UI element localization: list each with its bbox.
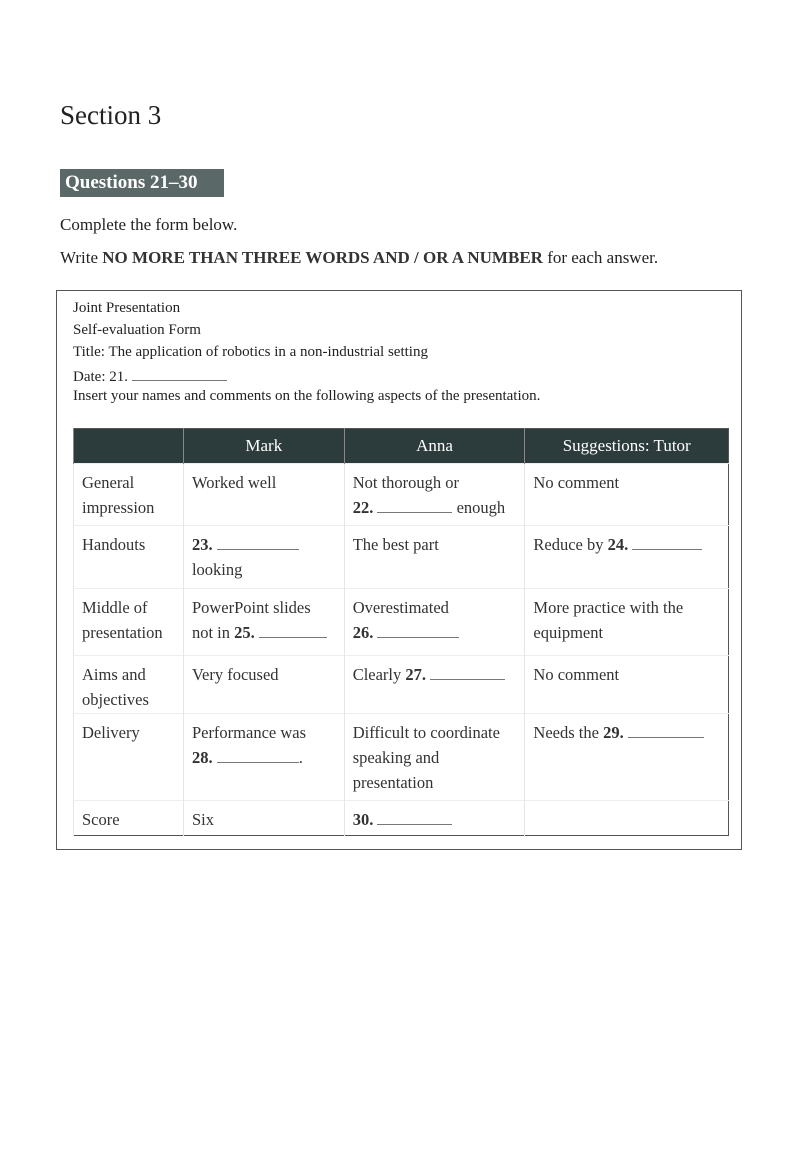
- section-title: Section 3: [60, 100, 162, 130]
- anna-cell: Difficult to coordinate speaking and presentation: [344, 714, 525, 801]
- cell-text: Clearly: [352, 665, 402, 684]
- cell-text: .: [298, 748, 303, 767]
- anna-cell: [344, 801, 525, 836]
- answer-blank-26[interactable]: [377, 623, 459, 638]
- cell-text: Needs the: [533, 723, 599, 742]
- cell-text: Overestimated: [352, 598, 449, 617]
- table-row: [74, 656, 729, 714]
- tutor-cell: [525, 526, 729, 589]
- form-date: [73, 366, 227, 386]
- table-row: [74, 526, 729, 589]
- table-row: [74, 801, 729, 836]
- answer-blank-23[interactable]: [217, 535, 299, 550]
- header-anna: Anna: [344, 429, 525, 464]
- form-instruction: Insert your names and comments on the following aspects of the presentation.: [73, 388, 541, 404]
- instruction-text: Write: [60, 248, 103, 267]
- instruction-text: for each answer.: [542, 248, 659, 267]
- answer-blank-29[interactable]: [628, 723, 704, 738]
- header-mark: Mark: [183, 429, 344, 464]
- question-number: 23.: [191, 535, 213, 554]
- instruction-bold: NO MORE THAN THREE WORDS AND / OR A NUMBER: [102, 248, 543, 267]
- evaluation-table: [73, 428, 729, 836]
- question-number: 27.: [405, 665, 427, 684]
- tutor-cell: [525, 801, 729, 836]
- mark-cell: [183, 714, 344, 801]
- table-row: [74, 714, 729, 801]
- mark-cell: Worked well: [183, 464, 344, 526]
- answer-blank-30[interactable]: [377, 810, 452, 825]
- form-heading: Joint Presentation: [73, 300, 181, 316]
- anna-cell: [344, 589, 525, 656]
- aspect-cell: Score: [74, 801, 184, 836]
- table-row: [74, 589, 729, 656]
- date-label: Date: 21.: [73, 369, 128, 385]
- cell-text: Performance was: [191, 723, 307, 742]
- header-aspect: [74, 429, 184, 464]
- answer-blank-22[interactable]: [377, 498, 452, 513]
- question-number: 25.: [234, 623, 255, 642]
- question-number: 29.: [603, 723, 624, 742]
- mark-cell: [183, 589, 344, 656]
- mark-cell: [183, 526, 344, 589]
- question-number: 26.: [352, 623, 374, 642]
- answer-blank-24[interactable]: [632, 535, 702, 550]
- aspect-cell: Aims and objectives: [74, 656, 184, 714]
- header-tutor: Suggestions: Tutor: [525, 429, 729, 464]
- tutor-cell: [525, 714, 729, 801]
- cell-text: enough: [456, 498, 506, 517]
- aspect-cell: General impression: [74, 464, 184, 526]
- mark-cell: Six: [183, 801, 344, 836]
- table-row: [74, 464, 729, 526]
- tutor-cell: No comment: [525, 656, 729, 714]
- answer-blank-28[interactable]: [217, 748, 299, 763]
- answer-blank-21[interactable]: [132, 366, 227, 381]
- form-title: Title: The application of robotics in a non-industrial setting: [73, 344, 428, 360]
- answer-blank-27[interactable]: [430, 665, 505, 680]
- anna-cell: [344, 464, 525, 526]
- question-number: 22.: [352, 498, 374, 517]
- mark-cell: Very focused: [183, 656, 344, 714]
- aspect-cell: Handouts: [74, 526, 184, 589]
- cell-text: looking: [191, 560, 243, 579]
- answer-blank-25[interactable]: [259, 623, 327, 638]
- aspect-cell: Delivery: [74, 714, 184, 801]
- cell-text: Not thorough or: [352, 473, 460, 492]
- anna-cell: The best part: [344, 526, 525, 589]
- table-header-row: [74, 429, 729, 464]
- form-subheading: Self-evaluation Form: [73, 322, 201, 338]
- question-number: 30.: [352, 810, 374, 829]
- cell-text: Reduce by: [533, 535, 604, 554]
- instruction-complete: Complete the form below.: [60, 215, 238, 234]
- anna-cell: [344, 656, 525, 714]
- questions-badge: Questions 21–30: [60, 169, 224, 197]
- tutor-cell: No comment: [525, 464, 729, 526]
- tutor-cell: More practice with the equipment: [525, 589, 729, 656]
- question-number: 24.: [607, 535, 629, 554]
- aspect-cell: Middle of presentation: [74, 589, 184, 656]
- cell-text: PowerPoint slides not in: [191, 598, 311, 642]
- instruction-word-limit: [60, 248, 658, 268]
- question-number: 28.: [191, 748, 213, 767]
